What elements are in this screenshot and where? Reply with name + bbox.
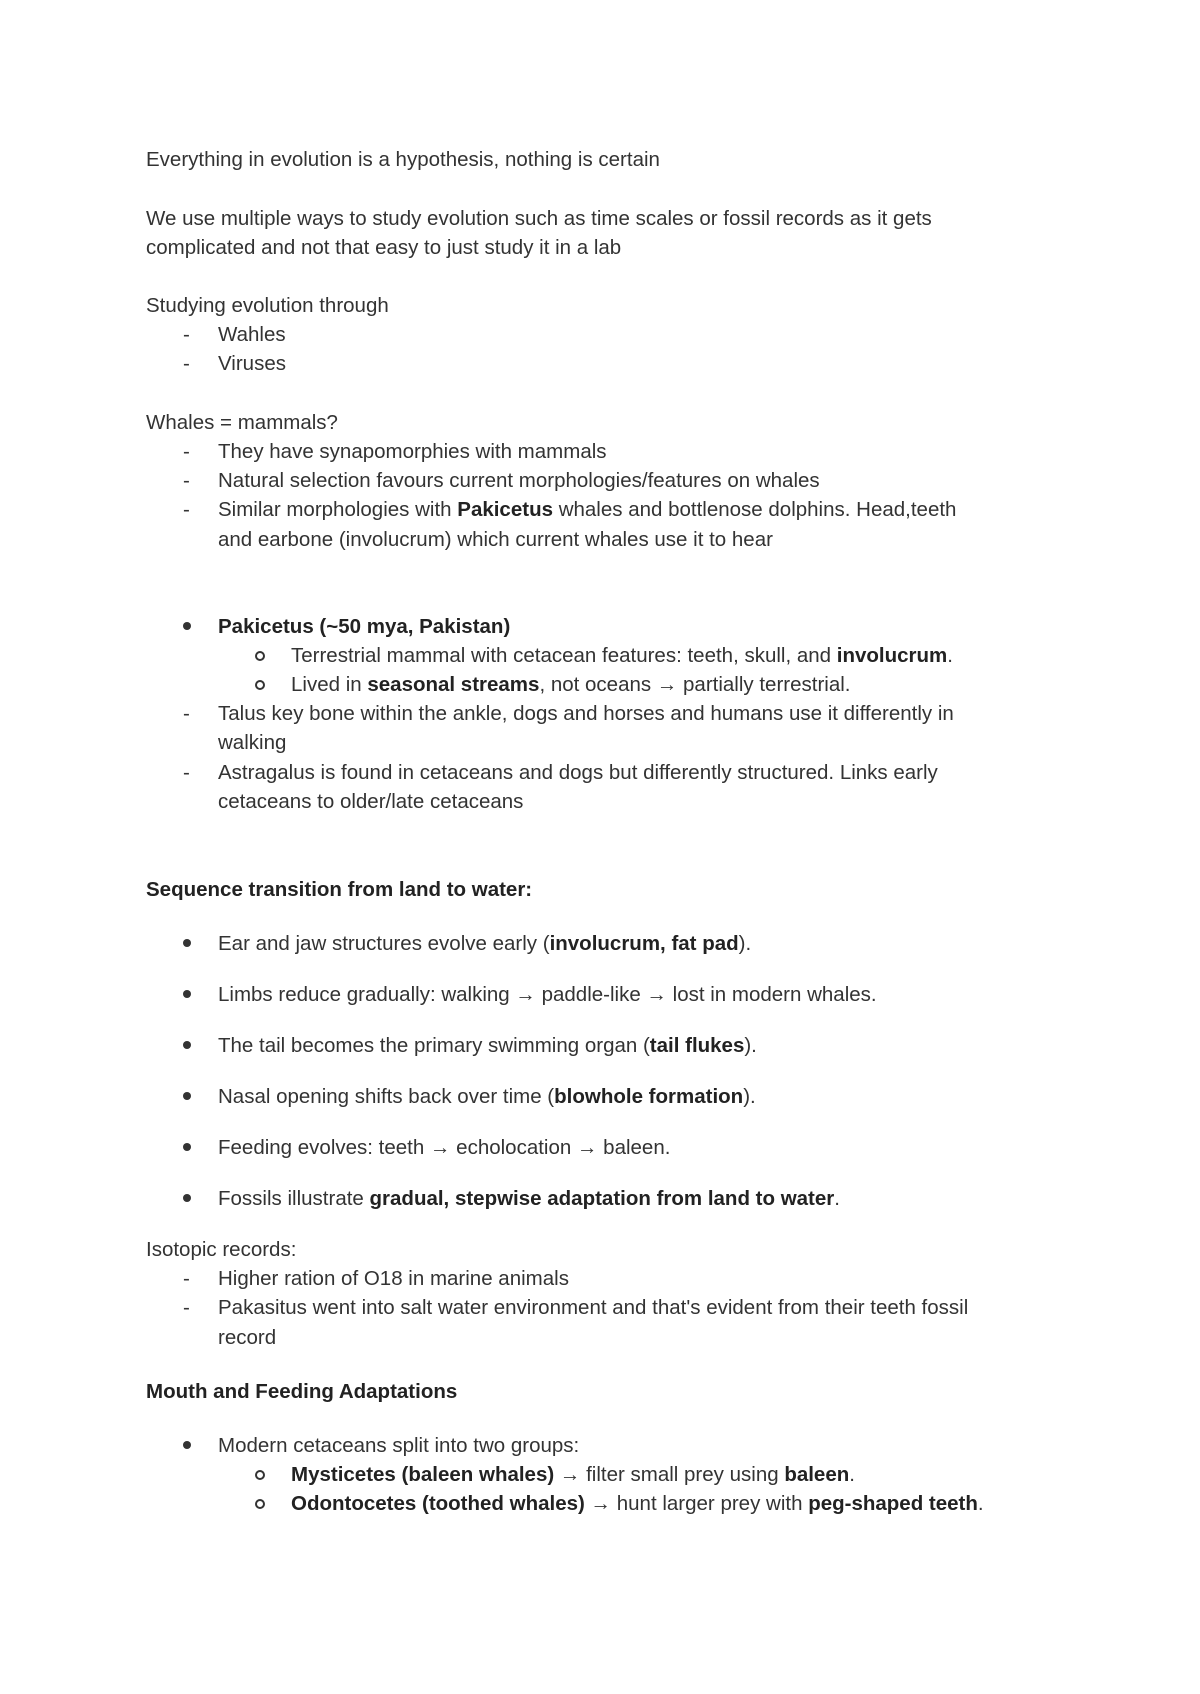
- section-heading: Studying evolution through: [146, 294, 389, 317]
- dash-marker: -: [183, 702, 190, 725]
- intro-line: complicated and not that easy to just study it in a lab: [146, 236, 622, 259]
- list-item: Ear and jaw structures evolve early (involucrum, fat pad).: [218, 932, 752, 955]
- bullet-heading: Pakicetus (~50 mya, Pakistan): [218, 615, 511, 638]
- dash-marker: -: [183, 1267, 190, 1290]
- dash-marker: -: [183, 498, 190, 521]
- sub-list-item: Lived in seasonal streams, not oceans → partially terrestrial.: [291, 673, 851, 696]
- sub-bullet-marker: [255, 651, 265, 661]
- dash-marker: -: [183, 1296, 190, 1319]
- bullet-marker: [183, 990, 191, 998]
- bullet-marker: [183, 1041, 191, 1049]
- bullet-marker: [183, 1441, 191, 1449]
- list-item: Talus key bone within the ankle, dogs and horses and humans use it differently in: [218, 702, 954, 725]
- list-item: Limbs reduce gradually: walking → paddle-like → lost in modern whales.: [218, 983, 877, 1006]
- bullet-marker: [183, 939, 191, 947]
- sub-bullet-marker: [255, 680, 265, 690]
- list-item: Modern cetaceans split into two groups:: [218, 1434, 580, 1457]
- bullet-marker: [183, 1194, 191, 1202]
- list-item: Fossils illustrate gradual, stepwise adaptation from land to water.: [218, 1187, 840, 1210]
- sub-list-item: Mysticetes (baleen whales) → filter small prey using baleen.: [291, 1463, 855, 1486]
- bullet-marker: [183, 1143, 191, 1151]
- intro-line: We use multiple ways to study evolution such as time scales or fossil records as it gets: [146, 207, 932, 230]
- list-item: Higher ration of O18 in marine animals: [218, 1267, 569, 1290]
- section-heading: Isotopic records:: [146, 1238, 297, 1261]
- list-item-continuation: cetaceans to older/late cetaceans: [218, 790, 524, 813]
- list-item: Astragalus is found in cetaceans and dogs but differently structured. Links early: [218, 761, 938, 784]
- list-item-continuation: record: [218, 1326, 277, 1349]
- list-item: Similar morphologies with Pakicetus whales and bottlenose dolphins. Head,teeth: [218, 498, 957, 521]
- dash-marker: -: [183, 761, 190, 784]
- sub-bullet-marker: [255, 1470, 265, 1480]
- sub-bullet-marker: [255, 1499, 265, 1509]
- list-item: Pakasitus went into salt water environment and that's evident from their teeth fossil: [218, 1296, 969, 1319]
- intro-line: Everything in evolution is a hypothesis, nothing is certain: [146, 148, 660, 171]
- list-item: Nasal opening shifts back over time (blowhole formation).: [218, 1085, 756, 1108]
- sub-list-item: Terrestrial mammal with cetacean features: teeth, skull, and involucrum.: [291, 644, 953, 667]
- list-item-continuation: and earbone (involucrum) which current whales use it to hear: [218, 528, 773, 551]
- bullet-marker: [183, 1092, 191, 1100]
- sub-list-item: Odontocetes (toothed whales) → hunt larger prey with peg-shaped teeth.: [291, 1492, 984, 1515]
- list-item: Natural selection favours current morphologies/features on whales: [218, 469, 820, 492]
- dash-marker: -: [183, 440, 190, 463]
- dash-marker: -: [183, 352, 190, 375]
- dash-marker: -: [183, 469, 190, 492]
- section-heading: Mouth and Feeding Adaptations: [146, 1380, 458, 1403]
- section-heading: Whales = mammals?: [146, 411, 338, 434]
- dash-marker: -: [183, 323, 190, 346]
- list-item: Feeding evolves: teeth → echolocation → baleen.: [218, 1136, 671, 1159]
- list-item-continuation: walking: [218, 731, 287, 754]
- section-heading: Sequence transition from land to water:: [146, 878, 533, 901]
- list-item: Viruses: [218, 352, 286, 375]
- list-item: The tail becomes the primary swimming organ (tail flukes).: [218, 1034, 757, 1057]
- list-item: They have synapomorphies with mammals: [218, 440, 607, 463]
- bullet-marker: [183, 622, 191, 630]
- list-item: Wahles: [218, 323, 286, 346]
